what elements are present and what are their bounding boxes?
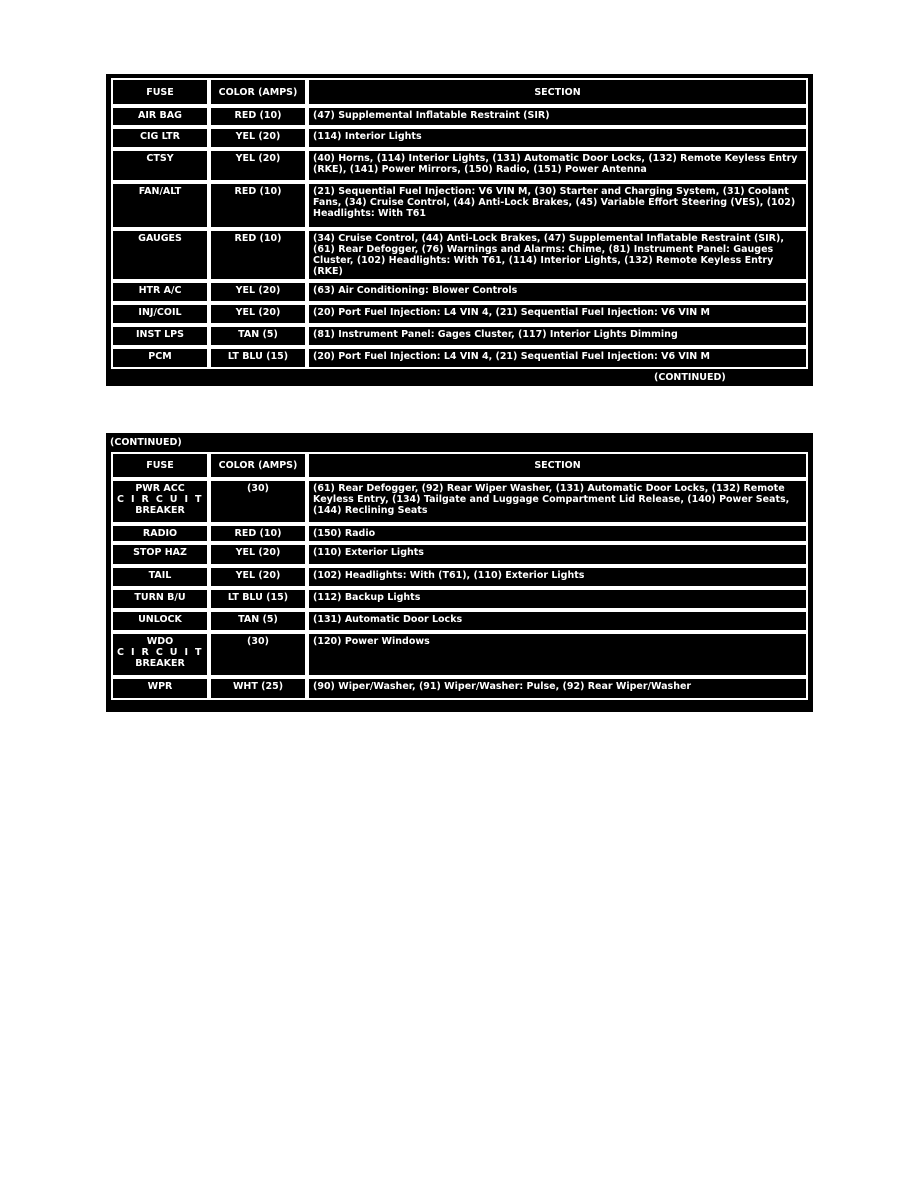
color-cell: TAN (5) — [209, 325, 307, 347]
section-cell: (81) Instrument Panel: Gages Cluster, (117) Interior Lights Dimming — [307, 325, 808, 347]
color-cell: (30) — [209, 479, 307, 524]
table-row — [111, 632, 808, 677]
color-cell: YEL (20) — [209, 149, 307, 182]
table-row — [111, 588, 808, 610]
fuse-table-panel-1 — [106, 74, 813, 386]
table-header-row — [111, 452, 808, 479]
table-row — [111, 325, 808, 347]
table-row — [111, 543, 808, 566]
fuse-cell: CTSY — [111, 149, 209, 182]
color-cell: RED (10) — [209, 229, 307, 281]
fuse-name-line2: CIRCUIT — [117, 494, 209, 505]
section-cell: (47) Supplemental Inflatable Restraint (SIR) — [307, 106, 808, 127]
section-cell: (90) Wiper/Washer, (91) Wiper/Washer: Pulse, (92) Rear Wiper/Washer — [307, 677, 808, 700]
table-row — [111, 524, 808, 543]
table-row — [111, 566, 808, 588]
fuse-cell: AIR BAG — [111, 106, 209, 127]
fuse-cell: TURN B/U — [111, 588, 209, 610]
table-row — [111, 106, 808, 127]
header-section: SECTION — [307, 78, 808, 106]
fuse-cell: TAIL — [111, 566, 209, 588]
table-row — [111, 610, 808, 632]
color-cell: (30) — [209, 632, 307, 677]
table-row — [111, 149, 808, 182]
fuse-name-line3: BREAKER — [135, 505, 185, 516]
color-cell: LT BLU (15) — [209, 347, 307, 369]
color-cell: YEL (20) — [209, 543, 307, 566]
section-cell: (112) Backup Lights — [307, 588, 808, 610]
fuse-cell: UNLOCK — [111, 610, 209, 632]
fuse-cell: GAUGES — [111, 229, 209, 281]
section-cell: (102) Headlights: With (T61), (110) Exterior Lights — [307, 566, 808, 588]
fuse-cell: STOP HAZ — [111, 543, 209, 566]
color-cell: WHT (25) — [209, 677, 307, 700]
color-cell: YEL (20) — [209, 281, 307, 303]
section-cell: (20) Port Fuel Injection: L4 VIN 4, (21) Sequential Fuel Injection: V6 VIN M — [307, 303, 808, 325]
header-color: COLOR (AMPS) — [209, 452, 307, 479]
section-cell: (63) Air Conditioning: Blower Controls — [307, 281, 808, 303]
fuse-cell: FAN/ALT — [111, 182, 209, 229]
table-row — [111, 281, 808, 303]
table-row — [111, 229, 808, 281]
fuse-cell: INJ/COIL — [111, 303, 209, 325]
fuse-name-line3: BREAKER — [135, 658, 185, 669]
section-cell: (40) Horns, (114) Interior Lights, (131) Automatic Door Locks, (132) Remote Keyless Entry (RKE), (141) Power Mirrors, (150) Radio, (151) Power Antenna — [307, 149, 808, 182]
section-cell: (110) Exterior Lights — [307, 543, 808, 566]
section-cell: (150) Radio — [307, 524, 808, 543]
fuse-cell: WPR — [111, 677, 209, 700]
color-cell: RED (10) — [209, 524, 307, 543]
table-row — [111, 127, 808, 149]
fuse-cell: HTR A/C — [111, 281, 209, 303]
fuse-cell: CIG LTR — [111, 127, 209, 149]
table-row — [111, 347, 808, 369]
color-cell: RED (10) — [209, 106, 307, 127]
continued-label: (CONTINUED) — [110, 437, 182, 448]
header-fuse: FUSE — [111, 78, 209, 106]
section-cell: (131) Automatic Door Locks — [307, 610, 808, 632]
continued-label: (CONTINUED) — [654, 372, 726, 383]
table-header-row — [111, 78, 808, 106]
fuse-table-2 — [111, 452, 808, 700]
section-cell: (21) Sequential Fuel Injection: V6 VIN M, (30) Starter and Charging System, (31) Coolant Fans, (34) Cruise Control, (44) Anti-Lock Brakes, (45) Variable Effort Steering (VES), (102) Headlights: With T61 — [307, 182, 808, 229]
fuse-name: WDO — [146, 636, 174, 647]
table-row — [111, 303, 808, 325]
color-cell: LT BLU (15) — [209, 588, 307, 610]
fuse-cell: INST LPS — [111, 325, 209, 347]
color-cell: YEL (20) — [209, 303, 307, 325]
color-cell: RED (10) — [209, 182, 307, 229]
section-cell: (61) Rear Defogger, (92) Rear Wiper Washer, (131) Automatic Door Locks, (132) Remote Keyless Entry, (134) Tailgate and Luggage Compartment Lid Release, (140) Power Seats, (144) Reclining Seats — [307, 479, 808, 524]
fuse-cell: RADIO — [111, 524, 209, 543]
color-cell: YEL (20) — [209, 127, 307, 149]
fuse-name-line2: CIRCUIT — [117, 647, 209, 658]
fuse-name: PWR ACC — [135, 483, 185, 494]
section-cell: (120) Power Windows — [307, 632, 808, 677]
header-fuse: FUSE — [111, 452, 209, 479]
fuse-table-panel-2 — [106, 433, 813, 712]
table-row — [111, 677, 808, 700]
color-cell: YEL (20) — [209, 566, 307, 588]
fuse-table-1 — [111, 78, 808, 369]
header-color: COLOR (AMPS) — [209, 78, 307, 106]
fuse-cell — [111, 632, 209, 677]
section-cell: (34) Cruise Control, (44) Anti-Lock Brakes, (47) Supplemental Inflatable Restraint (SIR), (61) Rear Defogger, (76) Warnings and Alarms: Chime, (81) Instrument Panel: Gauges Cluster, (102) Headlights: With T61, (114) Interior Lights, (132) Remote Keyless Entry (RKE) — [307, 229, 808, 281]
section-cell: (20) Port Fuel Injection: L4 VIN 4, (21) Sequential Fuel Injection: V6 VIN M — [307, 347, 808, 369]
color-cell: TAN (5) — [209, 610, 307, 632]
table-row — [111, 479, 808, 524]
section-cell: (114) Interior Lights — [307, 127, 808, 149]
table-row — [111, 182, 808, 229]
header-section: SECTION — [307, 452, 808, 479]
fuse-cell: PCM — [111, 347, 209, 369]
fuse-cell — [111, 479, 209, 524]
